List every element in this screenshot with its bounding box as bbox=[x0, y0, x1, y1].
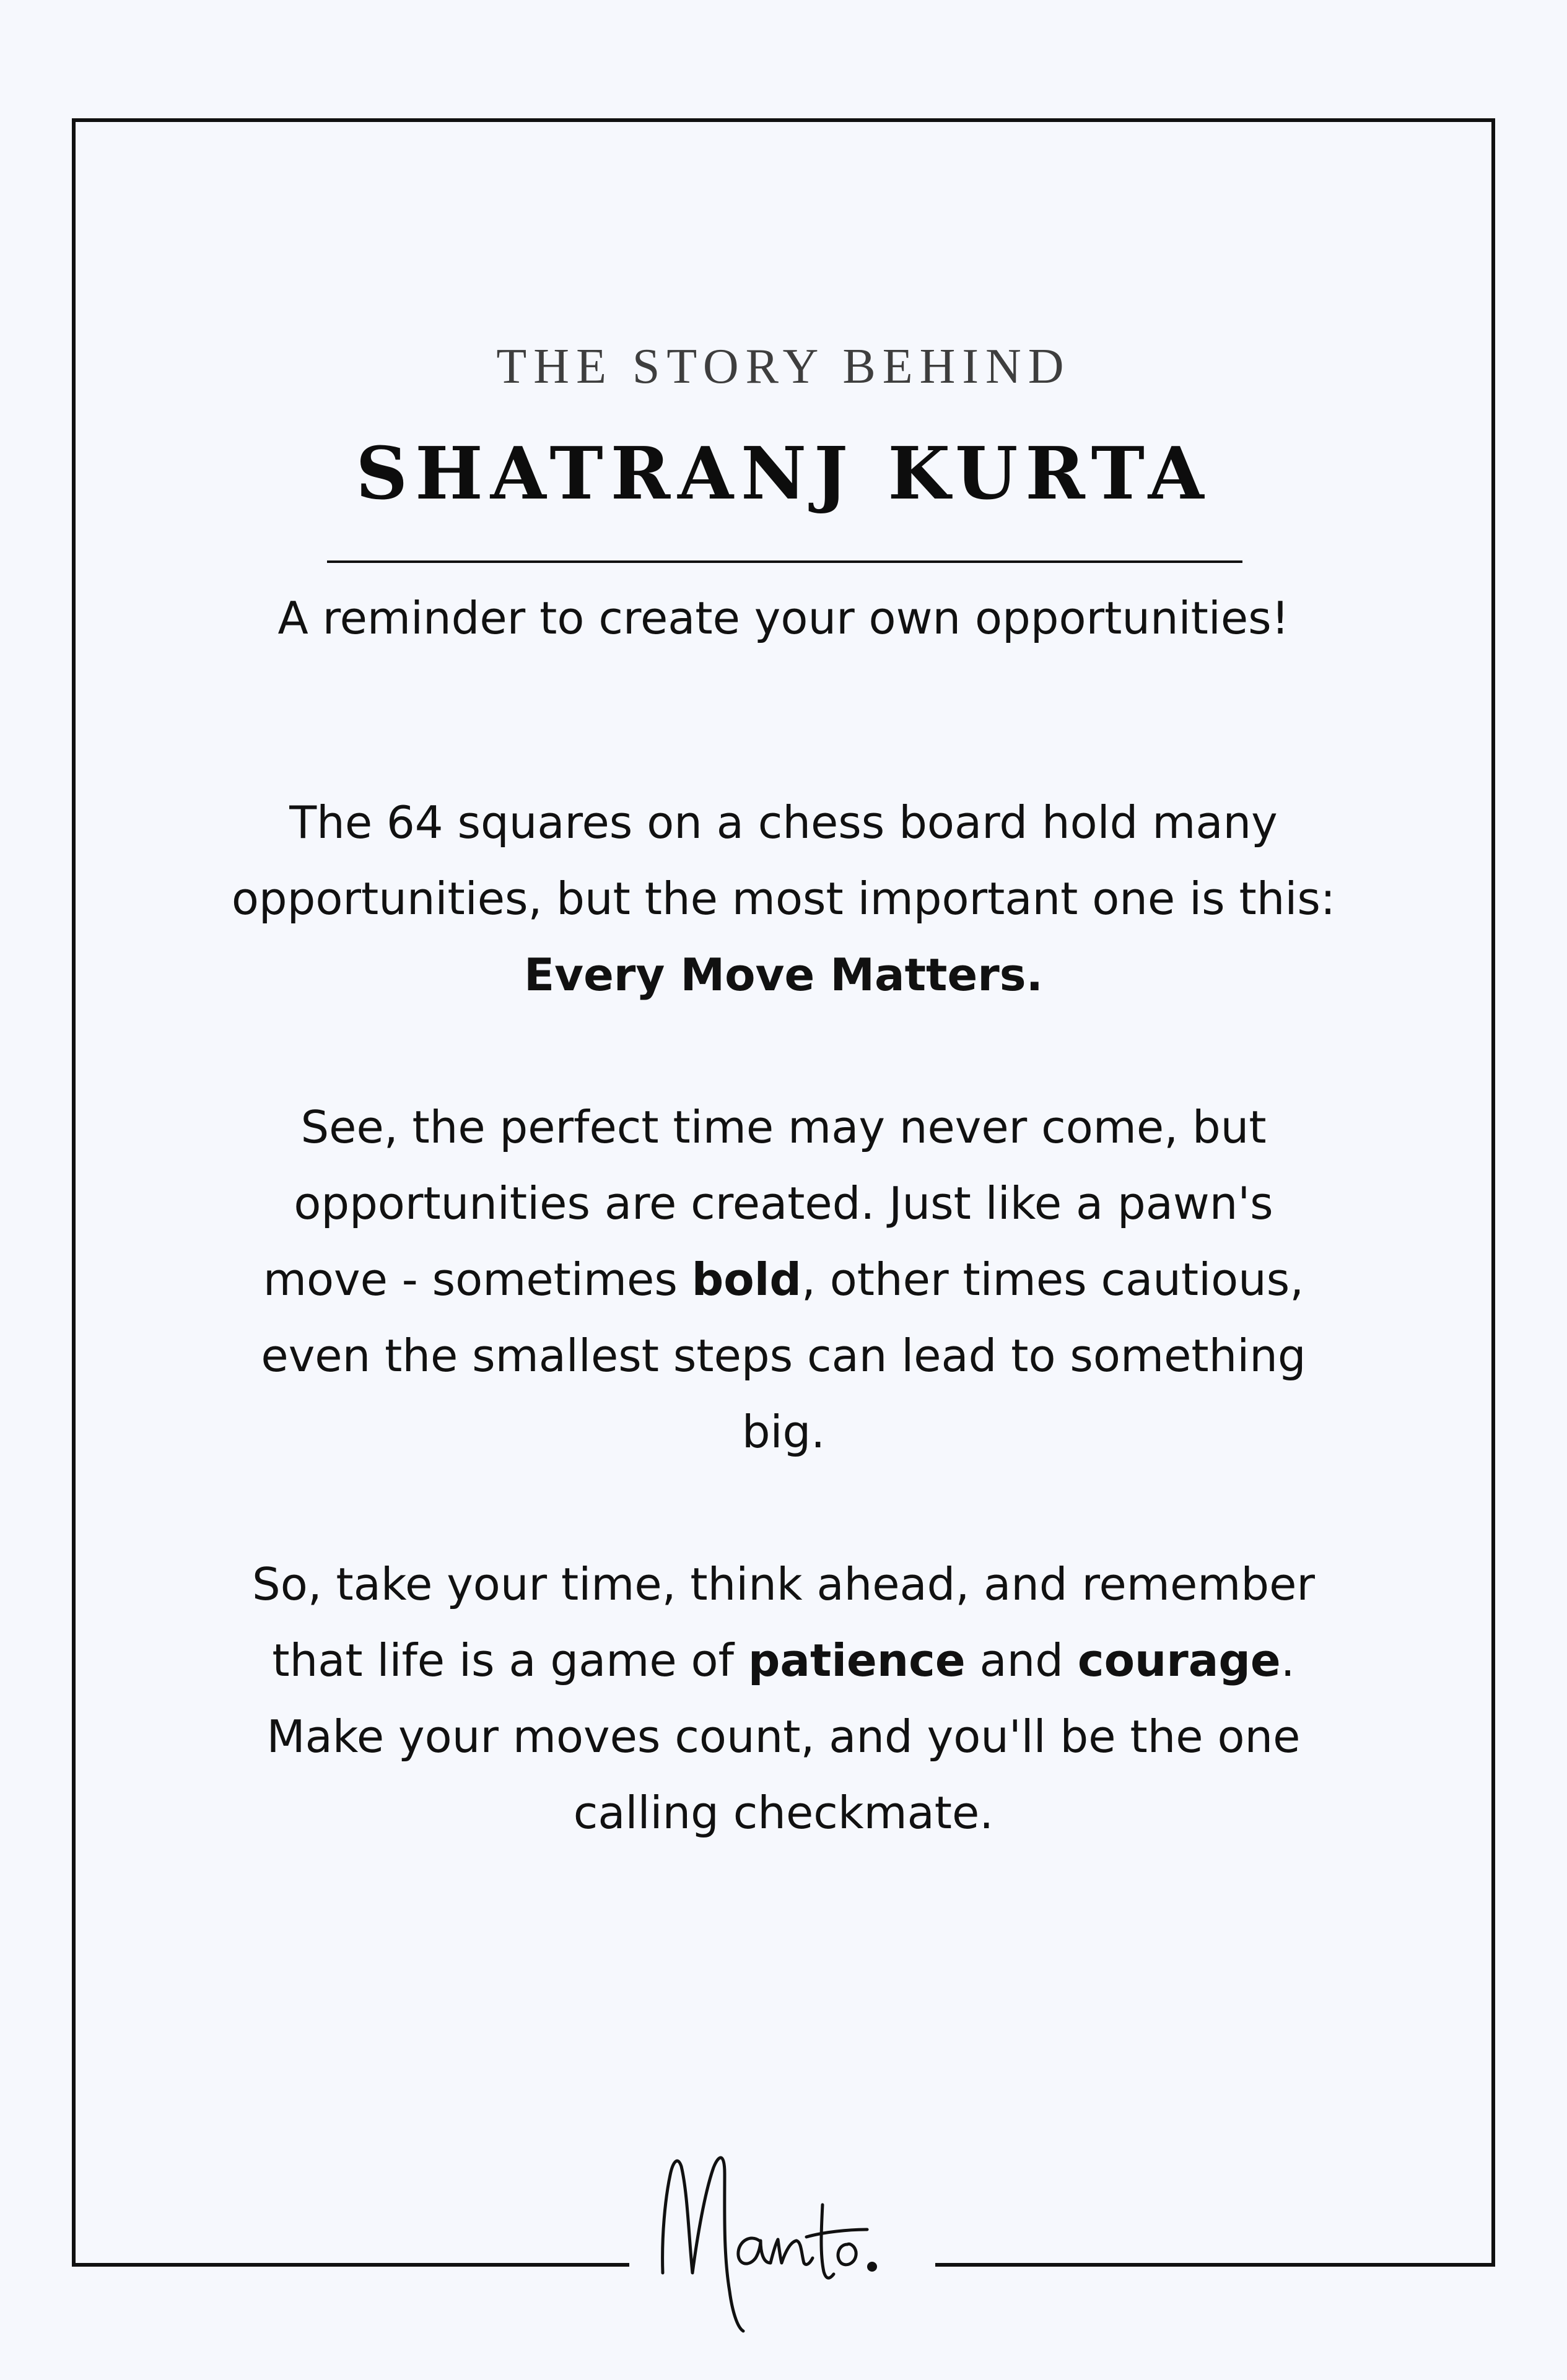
frame-border-right bbox=[1491, 118, 1495, 2267]
story-body bbox=[76, 785, 1491, 1927]
paragraph-2 bbox=[76, 1089, 1491, 1470]
emphasis-bold: bold bbox=[691, 1253, 801, 1306]
frame-border-bottom-left bbox=[72, 2263, 629, 2267]
paragraph-2-line-4: even the smallest steps can lead to something bbox=[261, 1330, 1306, 1382]
frame-border-bottom-right bbox=[935, 2263, 1495, 2267]
signature-dot bbox=[867, 2262, 877, 2272]
paragraph-2-line-3-start: move - sometimes bbox=[263, 1253, 692, 1306]
paragraph-2-line-2: opportunities are created. Just like a pawn's bbox=[294, 1177, 1273, 1229]
paragraph-1-line-2: opportunities, but the most important one is this: bbox=[231, 873, 1336, 925]
paragraph-1-line-1: The 64 squares on a chess board hold many bbox=[289, 796, 1278, 848]
page-title: SHATRANJ KURTA bbox=[356, 432, 1211, 516]
paragraph-3-line-2 bbox=[76, 1623, 1491, 1699]
emphasis-every-move-matters: Every Move Matters. bbox=[523, 949, 1044, 1001]
paragraph-3-line-2-start: that life is a game of bbox=[272, 1634, 748, 1686]
paragraph-3-line-2-middle: and bbox=[965, 1634, 1078, 1686]
paragraph-3-line-4: calling checkmate. bbox=[573, 1787, 994, 1839]
emphasis-patience: patience bbox=[748, 1634, 966, 1686]
frame-border-top bbox=[72, 118, 1495, 122]
paragraph-3-line-1: So, take your time, think ahead, and remember bbox=[252, 1558, 1315, 1610]
paragraph-3 bbox=[76, 1546, 1491, 1851]
paragraph-2-line-3 bbox=[76, 1242, 1491, 1318]
tagline: A reminder to create your own opportunities! bbox=[277, 592, 1290, 644]
paragraph-2-line-5: big. bbox=[741, 1406, 826, 1458]
paragraph-3-line-3: Make your moves count, and you'll be the one bbox=[266, 1711, 1301, 1763]
paragraph-1-line-3 bbox=[76, 937, 1491, 1013]
paragraph-3-line-2-end: . bbox=[1280, 1634, 1295, 1686]
signature-logo bbox=[644, 2130, 929, 2335]
emphasis-courage: courage bbox=[1077, 1634, 1281, 1686]
paragraph-2-line-3-end: , other times cautious, bbox=[801, 1253, 1304, 1306]
title-divider bbox=[327, 560, 1242, 563]
paragraph-1 bbox=[76, 785, 1491, 1013]
paragraph-2-line-1: See, the perfect time may never come, but bbox=[300, 1101, 1267, 1153]
eyebrow-heading: THE STORY BEHIND bbox=[496, 339, 1071, 394]
